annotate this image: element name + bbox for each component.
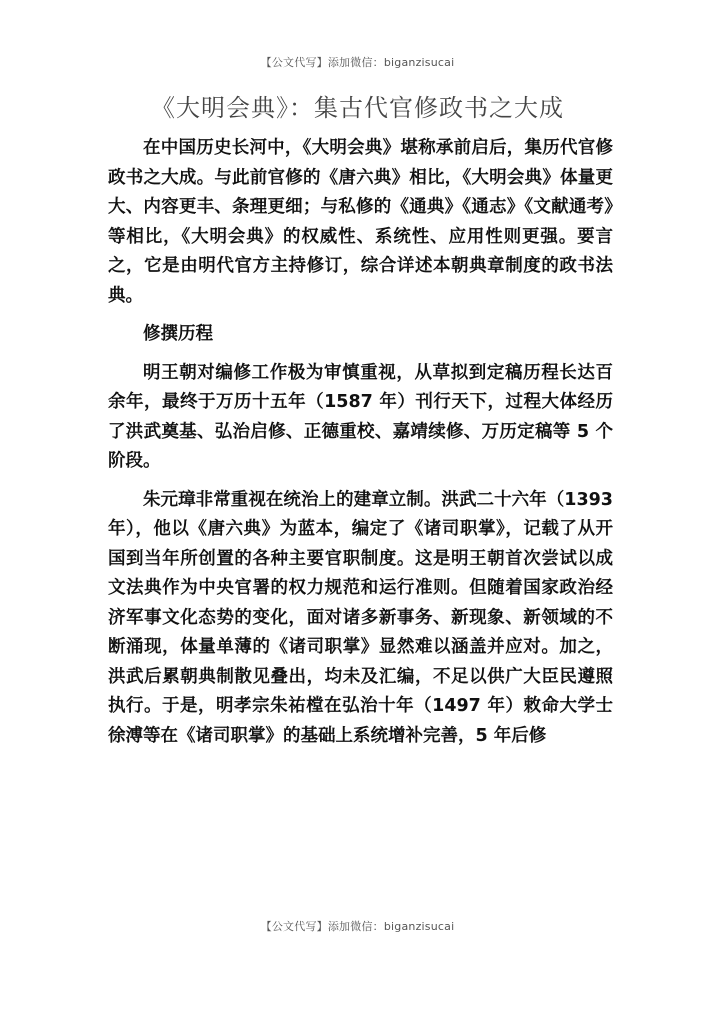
history-paragraph: 明王朝对编修工作极为审慎重视，从草拟到定稿历程长达百余年，最终于万历十五年（1587 年）刊行天下，过程大体经历了洪武奠基、弘治启修、正德重校、嘉靖续修、万历定稿等 5 个阶段。 (108, 362, 613, 471)
intro-paragraph: 在中国历史长河中，《大明会典》堪称承前启后，集历代官修政书之大成。与此前官修的《唐六典》相比，《大明会典》体量更大、内容更丰、条理更细；与私修的《通典》《通志》《文献通考》等相比，《大明会典》的权威性、系统性、应用性则更强。要言之，它是由明代官方主持修订，综合详述本朝典章制度的政书法典。 (108, 138, 613, 306)
document-body (108, 134, 613, 760)
hongwu-paragraph: 朱元璋非常重视在统治上的建章立制。洪武二十六年（1393 年），他以《唐六典》为蓝本，编定了《诸司职掌》，记载了从开国到当年所创置的各种主要官职制度。这是明王朝首次尝试以成文法典作为中央官署的权力规范和运行准则。但随着国家政治经济军事文化态势的变化，面对诸多新事务、新现象、新领域的不断涌现，体量单薄的《诸司职掌》显然难以涵盖并应对。加之，洪武后累朝典制散见叠出，均未及汇编，不足以供广大臣民遵照执行。于是，明孝宗朱祐樘在弘治十年（1497 年）敕命大学士徐溥等在《诸司职掌》的基础上系统增补完善，5 年后修 (108, 489, 613, 746)
page-header-watermark: 【公文代写】添加微信：biganzisucai (260, 56, 455, 69)
section-heading: 修撰历程 (143, 324, 213, 344)
document-title: 《大明会典》：集古代官修政书之大成 (151, 94, 564, 122)
page-footer-watermark: 【公文代写】添加微信：biganzisucai (260, 920, 455, 933)
